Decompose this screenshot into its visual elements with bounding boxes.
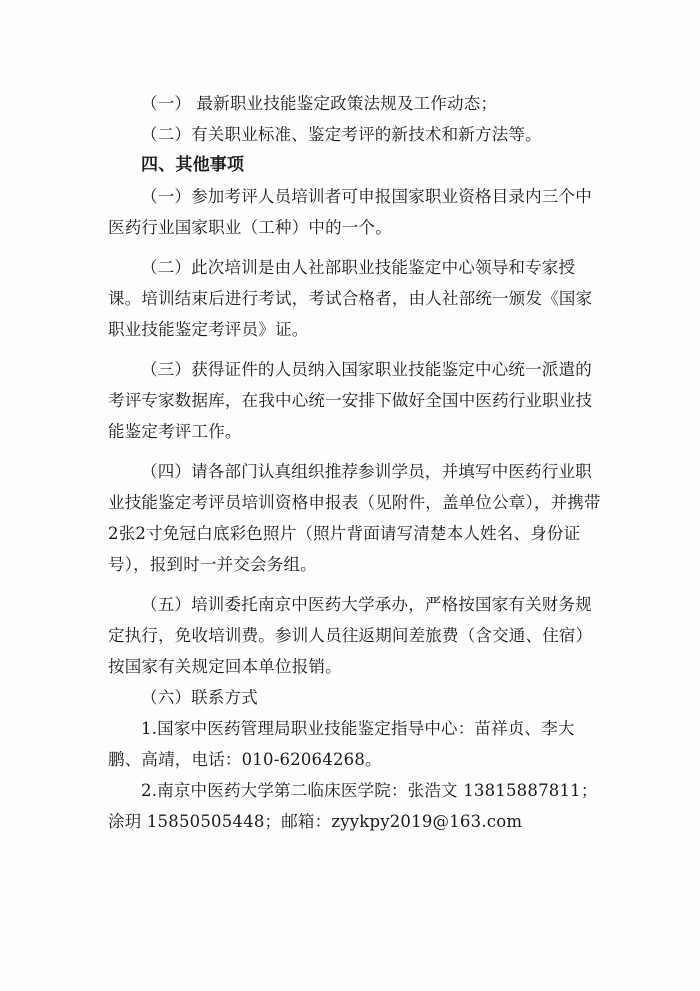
section4-paragraph-5: （五）培训委托南京中医药大学承办，严格按国家有关财务规定执行，免收培训费。参训人员往返期间差旅费（含交通、住宿）按国家有关规定回本单位报销。: [108, 595, 593, 676]
document-body: [108, 88, 608, 837]
section4-paragraph-3: （三）获得证件的人员纳入国家职业技能鉴定中心统一派遣的考评专家数据库，在我中心统一安排下做好全国中医药行业职业技能鉴定考评工作。: [108, 360, 593, 441]
contact-line-1: 1.国家中医药管理局职业技能鉴定指导中心：苗祥贞、李大鹏、高靖，电话：010-62064268。: [108, 719, 575, 769]
section4-paragraph-2: （二）此次培训是由人社部职业技能鉴定中心领导和专家授课。培训结束后进行考试，考试合格者，由人社部统一颁发《国家职业技能鉴定考评员》证。: [108, 258, 593, 339]
section4-heading: 四、其他事项: [141, 155, 245, 175]
contact-line-2: 2.南京中医药大学第二临床医学院：张浩文 13815887811；涂玥 15850505448；邮箱：zyykpy2019@163.com: [108, 781, 598, 831]
section4-paragraph-4: （四）请各部门认真组织推荐参训学员，并填写中医药行业职业技能鉴定考评员培训资格申报表（见附件，盖单位公章），并携带2张2寸免冠白底彩色照片（照片背面请写清楚本人姓名、身份证号），报到时一并交会务组。: [108, 462, 601, 574]
section4-paragraph-6: （六）联系方式: [141, 688, 258, 707]
section3-item-1: （一） 最新职业技能鉴定政策法规及工作动态；: [141, 94, 498, 113]
section3-item-2: （二）有关职业标准、鉴定考评的新技术和新方法等。: [141, 125, 542, 144]
section4-paragraph-1: （一）参加考评人员培训者可申报国家职业资格目录内三个中医药行业国家职业（工种）中的一个。: [108, 187, 592, 237]
